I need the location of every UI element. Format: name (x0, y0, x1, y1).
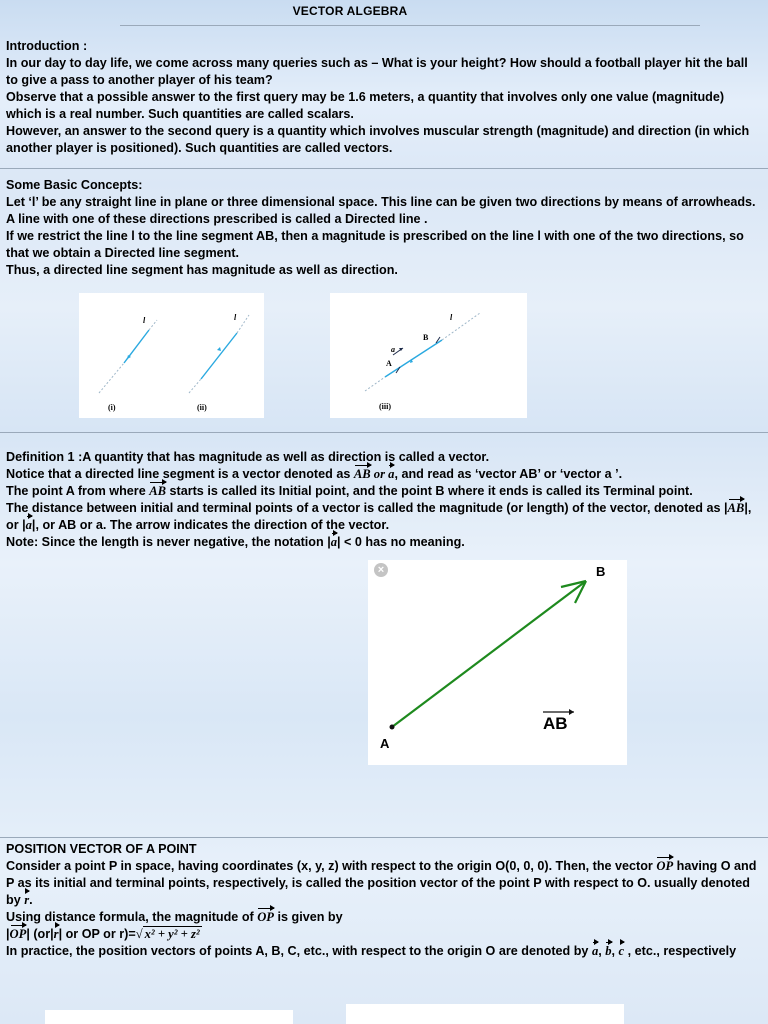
definition-note-text-b: | < 0 has no meaning. (337, 535, 465, 549)
square-root (136, 926, 202, 943)
basics-section (6, 177, 760, 279)
definition-line-4-text-c: |, or AB or a. The arrow indicates the direction of the vector. (31, 518, 390, 532)
position-paragraph-1-text-c: . (29, 893, 33, 907)
definition-line-3 (6, 483, 764, 500)
position-vector-section (6, 841, 762, 960)
basics-paragraph-2: If we restrict the line l to the line segment AB, then a magnitude is prescribed on the line l with one of the two directions, so that we obtain a Directed line segment. (6, 229, 744, 260)
vector-ab-figure (368, 560, 627, 765)
definition-section (6, 449, 764, 551)
close-icon[interactable]: × (374, 563, 388, 577)
title-rule (120, 25, 700, 26)
definition-line-3-text-a: The point A from where (6, 484, 150, 498)
position-paragraph-4-text-a: In practice, the position vectors of points A, B, C, etc., with respect to the origin O are denoted by (6, 944, 592, 958)
definition-line-4-text-a: The distance between initial and terminal points of a vector is called the magnitude (or length) of the vector, denoted as | (6, 501, 728, 515)
radical-sign: √ (135, 927, 143, 941)
section-divider (0, 837, 768, 838)
directed-lines-i-ii-svg (79, 293, 264, 418)
formula-text-or: | (or| (26, 927, 54, 941)
position-paragraph-2-text-b: is given by (274, 910, 343, 924)
definition-line-4-text-b: |, or | (6, 501, 752, 532)
point-a-dot (390, 725, 395, 730)
definition-note-text-a: Note: Since the length is never negative, the notation | (6, 535, 331, 549)
section-divider (0, 168, 768, 169)
intro-section (6, 38, 760, 157)
caption-ii: (ii) (197, 403, 207, 412)
line-i-dots-high (149, 320, 157, 330)
definition-or: or (370, 467, 389, 481)
line-i-dots-low (99, 363, 124, 393)
section-divider (0, 432, 768, 433)
definition-line-1: Definition 1 :A quantity that has magnitude as well as direction is called a vector. (6, 450, 490, 464)
bottom-figure-right (346, 1004, 624, 1024)
vector-a-symbol: a (25, 518, 32, 532)
formula-bar-open: | (6, 927, 10, 941)
line-iii-dots-high (442, 313, 480, 340)
vector-op-symbol: OP (257, 910, 274, 924)
position-paragraph-4: In practice, the position vectors of points A, B, C, etc., with respect to the origin O are denoted by a, b, c , etc., respectively (6, 944, 737, 958)
definition-line-3-text-b: starts is called its Initial point, and the point B where it ends is called its Terminal point. (166, 484, 693, 498)
caption-i: (i) (108, 403, 116, 412)
basics-paragraph-3: Thus, a directed line segment has magnitude as well as direction. (6, 263, 398, 277)
point-b-label: B (423, 333, 429, 342)
position-paragraph-1 (6, 858, 762, 909)
vector-ab-line (392, 581, 586, 727)
point-b-label: B (596, 564, 606, 579)
intro-paragraph-3: However, an answer to the second query is a quantity which involves muscular strength (magnitude) and direction (in which another player is positioned). Such quantities are called vectors. (6, 124, 750, 155)
line-ii-arrowhead (217, 347, 221, 351)
intro-paragraph-1: In our day to day life, we come across many queries such as – What is your height? How should a football player hit the ball to give a pass to another player of his team? (6, 56, 748, 87)
line-ii-dots-high (237, 315, 249, 333)
basics-heading: Some Basic Concepts: (6, 178, 143, 192)
definition-line-2-text-a: Notice that a directed line segment is a vector denoted as (6, 467, 354, 481)
vector-a-label: a (391, 345, 395, 354)
caption-iii: (iii) (379, 402, 391, 411)
definition-line-2-text-b: , and read as ‘vector AB’ or ‘vector a ’. (394, 467, 623, 481)
intro-paragraph-2: Observe that a possible answer to the first query may be 1.6 meters, a quantity that involves only one value (magnitude) which is a real number. Such quantities are called scalars. (6, 90, 725, 121)
position-paragraph-4-text-b: , etc., respectively (624, 944, 737, 958)
vector-r-symbol: r (24, 893, 30, 907)
position-paragraph-1-text-b: having O and P as its initial and terminal points, respectively, is called the position vector of the point P with respect to O. usually denoted by (6, 859, 757, 907)
vector-ab-symbol: AB (353, 467, 371, 481)
vector-a-symbol: a (388, 467, 395, 481)
definition-note (6, 534, 764, 551)
line-ii-dots-low (189, 379, 201, 393)
vector-ab-svg (368, 560, 627, 765)
point-a-label: A (386, 359, 392, 368)
position-heading: POSITION VECTOR OF A POINT (6, 842, 197, 856)
vector-ab-symbol: AB (727, 501, 745, 515)
line-i-label: l (143, 316, 146, 325)
position-paragraph-1-text-a: Consider a point P in space, having coordinates (x, y, z) with respect to the origin O(0, 0, 0). Then, the vector (6, 859, 657, 873)
position-paragraph-2 (6, 909, 762, 926)
formula-text-equals: | or OP or r)= (58, 927, 136, 941)
line-ii-segment (201, 333, 237, 379)
bottom-figure-left (45, 1010, 293, 1024)
line-iii-label: l (450, 313, 453, 322)
directed-line-iii-svg (330, 293, 527, 418)
position-paragraph-2-text-a: Using distance formula, the magnitude of (6, 910, 258, 924)
vector-op-symbol: OP (9, 927, 27, 941)
ab-label-arrowhead (569, 709, 574, 715)
directed-line-figure-1-2 (79, 293, 264, 418)
vector-b-symbol: b (605, 944, 612, 958)
line-ii-label: l (234, 313, 237, 322)
vector-ab-label: AB (543, 714, 568, 733)
vector-ab-symbol: AB (149, 484, 167, 498)
line-iii-dots-low (365, 377, 385, 391)
point-a-label: A (380, 736, 390, 751)
vector-a-symbol: a (591, 944, 599, 958)
position-formula (6, 926, 762, 943)
definition-line-2 (6, 466, 764, 483)
page-title: VECTOR ALGEBRA (292, 4, 408, 18)
vector-c-symbol: c (618, 944, 625, 958)
vector-a-symbol: a (330, 535, 338, 549)
directed-line-figure-3 (330, 293, 527, 418)
vector-op-symbol: OP (656, 859, 674, 873)
radicand: x² + y² + z² (144, 927, 200, 941)
definition-line-4 (6, 500, 764, 534)
vector-r-symbol: r (53, 927, 59, 941)
basics-paragraph-1: Let ‘l’ be any straight line in plane or three dimensional space. This line can be given two directions by means of arrowheads. A line with one of these directions prescribed is called a Directed line . (6, 195, 756, 226)
intro-heading: Introduction : (6, 39, 88, 53)
